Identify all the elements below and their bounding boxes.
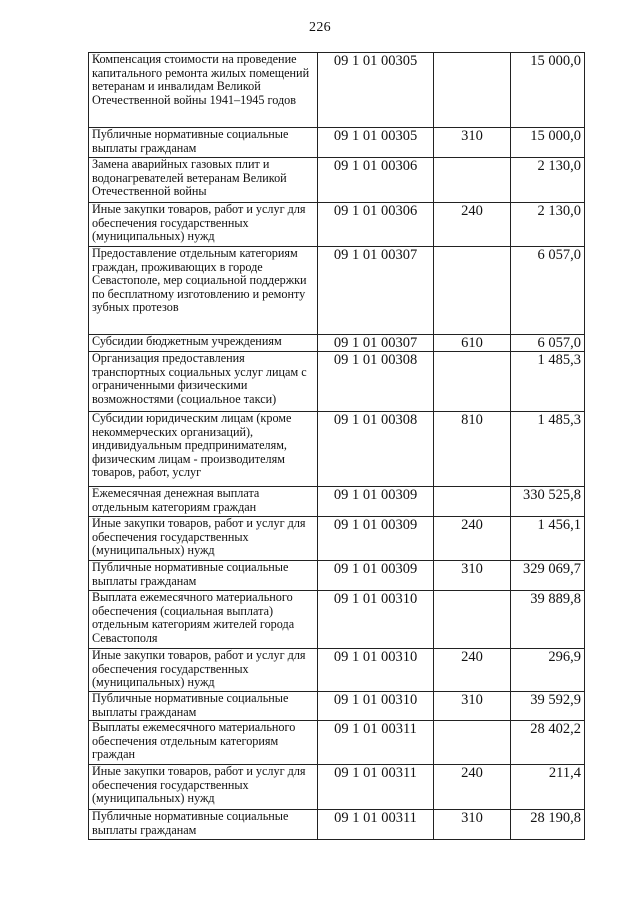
- table-row: [89, 335, 585, 352]
- table-row: [89, 692, 585, 721]
- table-row: [89, 158, 585, 203]
- table-row: [89, 203, 585, 247]
- table-row: [89, 591, 585, 649]
- table-row: [89, 810, 585, 840]
- row-amount: 1 485,3: [511, 352, 585, 412]
- row-code: 09 1 01 00307: [318, 247, 434, 335]
- row-amount: 28 190,8: [511, 810, 585, 840]
- row-name: Предоставление отдельным категориям граждан, проживающих в городе Севастополе, мер социальной поддержки по бесплатному изготовлению и ремонту зубных протезов: [89, 247, 318, 335]
- row-code: 09 1 01 00307: [318, 335, 434, 352]
- table-row: [89, 517, 585, 561]
- row-amount: 28 402,2: [511, 721, 585, 765]
- row-name: Ежемесячная денежная выплата отдельным категориям граждан: [89, 487, 318, 517]
- table-row: [89, 721, 585, 765]
- row-amount: 2 130,0: [511, 203, 585, 247]
- row-amount: 15 000,0: [511, 128, 585, 158]
- table-row: [89, 487, 585, 517]
- row-expense-type: 310: [434, 810, 511, 840]
- table-row: [89, 128, 585, 158]
- row-expense-type: 240: [434, 765, 511, 810]
- row-amount: 39 889,8: [511, 591, 585, 649]
- row-expense-type: 310: [434, 692, 511, 721]
- row-code: 09 1 01 00310: [318, 591, 434, 649]
- row-code: 09 1 01 00309: [318, 517, 434, 561]
- row-code: 09 1 01 00310: [318, 692, 434, 721]
- row-expense-type: [434, 721, 511, 765]
- row-code: 09 1 01 00311: [318, 810, 434, 840]
- row-amount: 15 000,0: [511, 53, 585, 128]
- row-code: 09 1 01 00309: [318, 487, 434, 517]
- row-amount: 39 592,9: [511, 692, 585, 721]
- row-name: Публичные нормативные социальные выплаты гражданам: [89, 810, 318, 840]
- row-amount: 1 485,3: [511, 412, 585, 487]
- row-name: Организация предоставления транспортных социальных услуг лицам с ограниченными физическими возможностями (социальное такси): [89, 352, 318, 412]
- row-expense-type: [434, 352, 511, 412]
- row-name: Публичные нормативные социальные выплаты гражданам: [89, 692, 318, 721]
- row-amount: 296,9: [511, 649, 585, 692]
- row-name: Субсидии бюджетным учреждениям: [89, 335, 318, 352]
- row-expense-type: 610: [434, 335, 511, 352]
- page-number: 226: [309, 20, 331, 35]
- row-code: 09 1 01 00310: [318, 649, 434, 692]
- row-name: Иные закупки товаров, работ и услуг для обеспечения государственных (муниципальных) нужд: [89, 649, 318, 692]
- row-code: 09 1 01 00311: [318, 765, 434, 810]
- table-row: [89, 412, 585, 487]
- row-name: Компенсация стоимости на проведение капитального ремонта жилых помещений ветеранам и инвалидам Великой Отечественной войны 1941–1945 годов: [89, 53, 318, 128]
- row-amount: 330 525,8: [511, 487, 585, 517]
- row-expense-type: 240: [434, 649, 511, 692]
- row-amount: 329 069,7: [511, 561, 585, 591]
- row-amount: 6 057,0: [511, 335, 585, 352]
- row-expense-type: 310: [434, 561, 511, 591]
- row-amount: 211,4: [511, 765, 585, 810]
- budget-table: [88, 52, 585, 840]
- row-name: Иные закупки товаров, работ и услуг для обеспечения государственных (муниципальных) нужд: [89, 765, 318, 810]
- table-row: [89, 561, 585, 591]
- row-code: 09 1 01 00305: [318, 128, 434, 158]
- row-code: 09 1 01 00309: [318, 561, 434, 591]
- row-expense-type: [434, 247, 511, 335]
- table-row: [89, 649, 585, 692]
- row-expense-type: 240: [434, 203, 511, 247]
- row-expense-type: [434, 53, 511, 128]
- table-row: [89, 53, 585, 128]
- row-name: Иные закупки товаров, работ и услуг для обеспечения государственных (муниципальных) нужд: [89, 203, 318, 247]
- row-expense-type: 310: [434, 128, 511, 158]
- row-amount: 2 130,0: [511, 158, 585, 203]
- row-name: Субсидии юридическим лицам (кроме некоммерческих организаций), индивидуальным предпринимателям, физическим лицам - производителям товаров, работ, услуг: [89, 412, 318, 487]
- row-name: Выплата ежемесячного материального обеспечения (социальная выплата) отдельным категориям жителей города Севастополя: [89, 591, 318, 649]
- row-expense-type: [434, 487, 511, 517]
- row-expense-type: 240: [434, 517, 511, 561]
- row-code: 09 1 01 00306: [318, 158, 434, 203]
- row-amount: 1 456,1: [511, 517, 585, 561]
- row-code: 09 1 01 00311: [318, 721, 434, 765]
- row-expense-type: [434, 591, 511, 649]
- row-name: Выплаты ежемесячного материального обеспечения отдельным категориям граждан: [89, 721, 318, 765]
- row-name: Замена аварийных газовых плит и водонагревателей ветеранам Великой Отечественной войны: [89, 158, 318, 203]
- row-name: Публичные нормативные социальные выплаты гражданам: [89, 561, 318, 591]
- row-expense-type: [434, 158, 511, 203]
- table-row: [89, 765, 585, 810]
- row-expense-type: 810: [434, 412, 511, 487]
- table-row: [89, 352, 585, 412]
- row-code: 09 1 01 00308: [318, 352, 434, 412]
- row-name: Публичные нормативные социальные выплаты гражданам: [89, 128, 318, 158]
- row-name: Иные закупки товаров, работ и услуг для обеспечения государственных (муниципальных) нужд: [89, 517, 318, 561]
- row-code: 09 1 01 00308: [318, 412, 434, 487]
- table-row: [89, 247, 585, 335]
- row-code: 09 1 01 00305: [318, 53, 434, 128]
- row-code: 09 1 01 00306: [318, 203, 434, 247]
- row-amount: 6 057,0: [511, 247, 585, 335]
